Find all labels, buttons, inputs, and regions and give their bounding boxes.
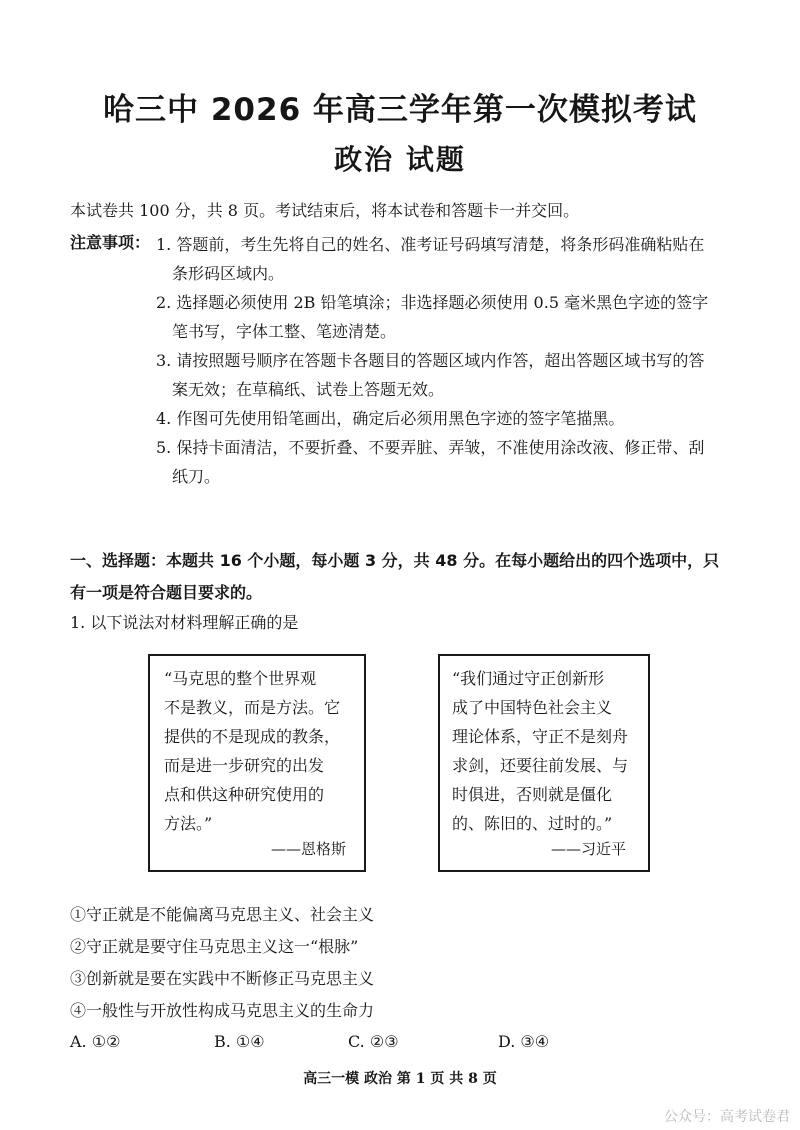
quote-xi-line: 求剑，还要往前发展、与 xyxy=(452,756,629,775)
quote-engels-line: “马克思的整个世界观 xyxy=(164,669,317,688)
choice-c: C. ②③ xyxy=(348,1032,399,1051)
quote-engels-line: 方法。” xyxy=(164,814,213,833)
notice-item-1-line2: 条形码区域内。 xyxy=(172,264,285,283)
statement-3: ③创新就是要在实践中不断修正马克思主义 xyxy=(70,969,375,988)
notice-item-3-line1: 3. 请按照题号顺序在答题卡各题目的答题区域内作答，超出答题区域书写的答 xyxy=(156,351,705,370)
notice-item-3 xyxy=(156,346,746,404)
statement-2: ②守正就是要守住马克思主义这一“根脉” xyxy=(70,937,359,956)
quote-box-engels xyxy=(148,654,366,872)
choice-a: A. ①② xyxy=(70,1032,121,1051)
notice-item-5-line1: 5. 保持卡面清洁，不要折叠、不要弄脏、弄皱，不准使用涂改液、修正带、刮 xyxy=(156,438,705,457)
notice-item-4-line1: 4. 作图可先使用铅笔画出，确定后必须用黑色字迹的签字笔描黑。 xyxy=(156,409,625,428)
section-heading-line2: 有一项是符合题目要求的。 xyxy=(70,583,263,602)
exam-intro: 本试卷共 100 分，共 8 页。考试结束后，将本试卷和答题卡一并交回。 xyxy=(70,201,580,220)
quote-xi-line: 的、陈旧的、过时的。” xyxy=(452,814,613,833)
notice-item-2 xyxy=(156,288,746,346)
watermark-text: 公众号：高考试卷君 xyxy=(664,1109,790,1125)
notice-item-3-line2: 案无效；在草稿纸、试卷上答题无效。 xyxy=(172,380,445,399)
statement-1: ①守正就是不能偏离马克思主义、社会主义 xyxy=(70,905,375,924)
quote-engels-line: 不是教义，而是方法。它 xyxy=(164,698,341,717)
choice-d: D. ③④ xyxy=(498,1032,550,1051)
quote-engels-author: ——恩格斯 xyxy=(270,840,346,858)
quote-engels-line: 而是进一步研究的出发 xyxy=(164,756,325,775)
quote-xi-text xyxy=(452,664,646,838)
quote-box-xi xyxy=(438,654,650,872)
exam-subject: 政治 试题 xyxy=(334,143,466,176)
exam-title: 哈三中 2026 年高三学年第一次模拟考试 xyxy=(103,92,697,128)
page-footer: 高三一模 政治 第 1 页 共 8 页 xyxy=(303,1071,497,1087)
statement-4: ④一般性与开放性构成马克思主义的生命力 xyxy=(70,1001,375,1020)
notice-item-1-line1: 1. 答题前，考生先将自己的姓名、准考证号码填写清楚，将条形码准确粘贴在 xyxy=(156,235,705,254)
quote-engels-line: 提供的不是现成的教条， xyxy=(164,727,341,746)
quote-xi-line: “我们通过守正创新形 xyxy=(452,669,605,688)
notice-item-5 xyxy=(156,433,746,491)
quote-xi-line: 成了中国特色社会主义 xyxy=(452,698,613,717)
notice-item-5-line2: 纸刀。 xyxy=(172,467,221,486)
question-1-stem: 1. 以下说法对材料理解正确的是 xyxy=(70,613,299,632)
notice-item-1 xyxy=(156,230,746,288)
section-heading-line1: 一、选择题：本题共 16 个小题，每小题 3 分，共 48 分。在每小题给出的四个选项中，只 xyxy=(70,551,720,570)
quote-engels-line: 点和供这种研究使用的 xyxy=(164,785,325,804)
quote-xi-line: 理论体系，守正不是刻舟 xyxy=(452,727,629,746)
notice-label: 注意事项： xyxy=(70,233,151,252)
choice-b: B. ①④ xyxy=(214,1032,265,1051)
notice-item-4 xyxy=(156,404,746,433)
quote-xi-line: 时俱进，否则就是僵化 xyxy=(452,785,613,804)
notice-item-2-line1: 2. 选择题必须使用 2B 铅笔填涂；非选择题必须使用 0.5 毫米黑色字迹的签字 xyxy=(156,293,709,312)
quote-xi-author: ——习近平 xyxy=(550,840,626,858)
notice-item-2-line2: 笔书写，字体工整、笔迹清楚。 xyxy=(172,322,397,341)
quote-engels-text xyxy=(164,664,360,838)
section-heading xyxy=(70,545,740,609)
